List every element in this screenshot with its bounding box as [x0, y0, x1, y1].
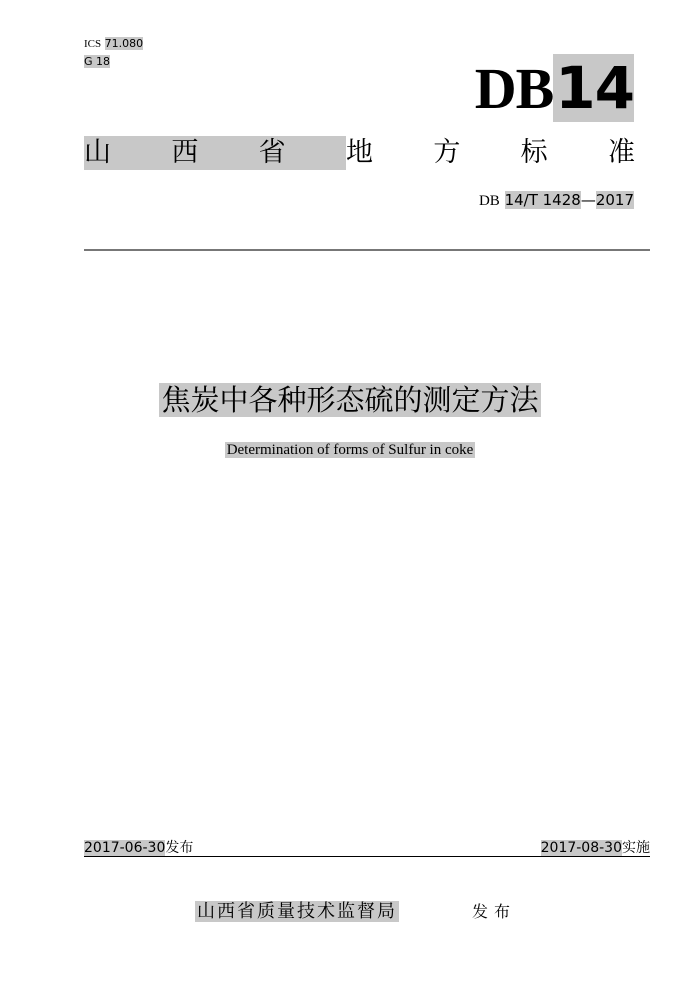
standard-type-char: 西	[171, 137, 199, 168]
title-english	[0, 440, 700, 461]
publish-label: 发布	[165, 840, 194, 856]
issuer-label: 发布	[472, 902, 517, 921]
title-chinese-text: 焦炭中各种形态硫的测定方法	[161, 383, 539, 417]
implement-date-value: 2017-08-30	[540, 840, 622, 856]
title-chinese	[0, 380, 700, 420]
ccs-code: G 18	[84, 55, 111, 68]
publish-date	[84, 838, 193, 858]
implement-label: 实施	[622, 840, 650, 856]
dates-row	[84, 838, 650, 858]
db-logo	[474, 54, 634, 122]
ics-label: ICS	[84, 38, 102, 50]
issuer-name: 山西省质量技术监督局	[197, 901, 397, 922]
standard-code-year: 2017	[595, 191, 634, 209]
logo-prefix: DB	[474, 56, 554, 121]
logo-number: 14	[555, 54, 634, 122]
implement-date	[541, 838, 650, 858]
standard-type-char: 山	[84, 137, 111, 168]
top-divider	[84, 249, 650, 251]
bottom-divider	[84, 856, 650, 857]
publish-date-value: 2017-06-30	[84, 840, 166, 856]
standard-type-char: 方	[433, 137, 461, 168]
title-english-text: Determination of forms of Sulfur in coke	[226, 442, 474, 458]
standard-type-char: 地	[345, 137, 373, 168]
standard-type-char: 标	[520, 137, 548, 168]
standard-code-dash: —	[580, 191, 596, 209]
ics-code-line	[84, 37, 143, 51]
issuer	[195, 900, 399, 924]
standard-code	[479, 190, 634, 211]
standard-type-char: 省	[258, 137, 286, 168]
standard-type	[84, 136, 635, 170]
ics-code: 71.080	[104, 37, 144, 50]
standard-code-number: 14/T 1428	[504, 191, 581, 209]
ccs-code-line	[84, 55, 110, 69]
standard-code-prefix: DB	[478, 193, 500, 209]
standard-type-char: 准	[607, 137, 635, 168]
